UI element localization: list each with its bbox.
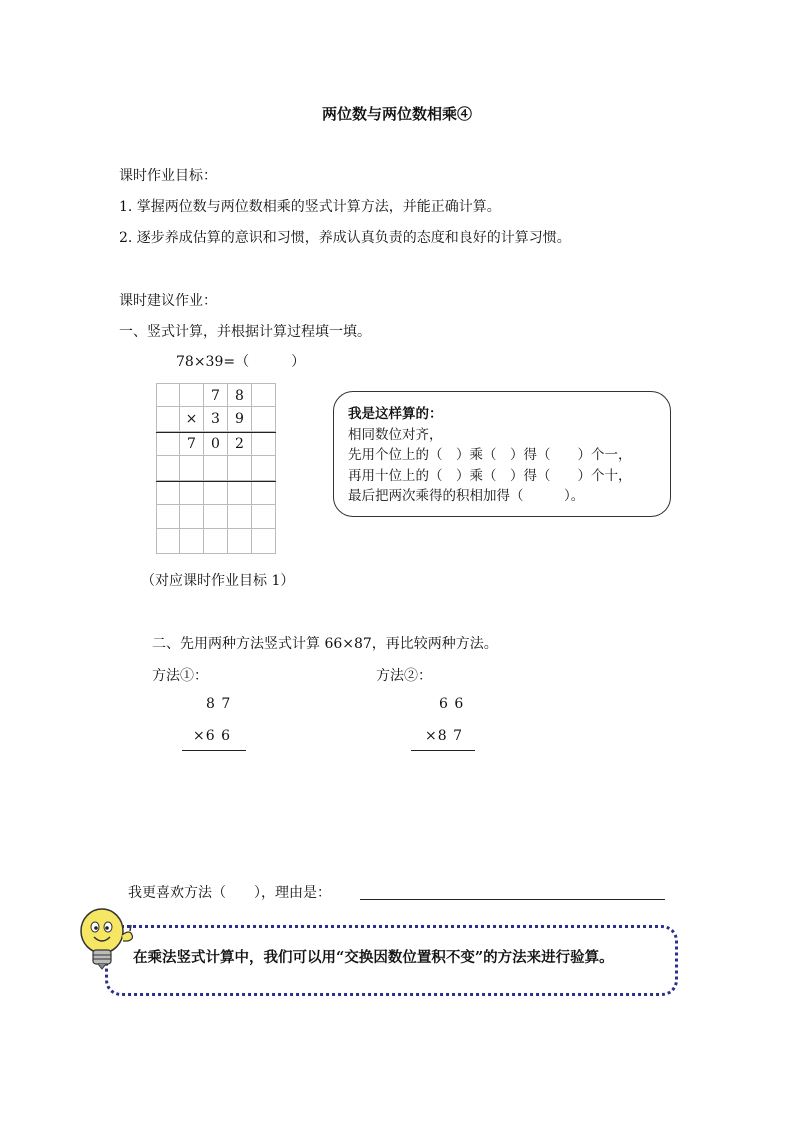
bubble-line: 再用十位上的（ ）乘（ ）得（ ）个十， [348,467,632,484]
grid-cell[interactable] [252,505,276,529]
goal-reference-note: （对应课时作业目标 1） [141,573,295,589]
method-2-label: 方法②： [376,668,432,684]
page-title: 两位数与两位数相乘④ [321,105,472,123]
bubble-heading: 我是这样算的： [348,406,443,422]
grid-cell[interactable] [252,407,276,431]
method-1-multiplicand: 8 7 [206,696,232,712]
grid-cell[interactable] [204,505,228,529]
homework-heading: 课时建议作业： [119,293,217,309]
grid-cell[interactable] [204,481,228,505]
bubble-line: 相同数位对齐， [348,426,443,443]
bubble-line: 最后把两次乘得的积相加得（ ）。 [348,488,585,504]
grid-cell[interactable]: 7 [204,383,228,407]
grid-cell[interactable] [228,481,252,505]
product-divider-line [156,432,276,433]
grid-cell[interactable] [180,505,204,529]
method-2-underline [411,750,475,751]
question-1-expression: 78×39=（ ） [176,354,306,370]
grid-cell[interactable] [180,456,204,480]
sum-divider-line [156,481,276,482]
grid-cell[interactable] [204,529,228,553]
grid-cell[interactable] [156,456,180,480]
lightbulb-mascot-icon [76,905,140,973]
grid-cell[interactable] [228,529,252,553]
grid-cell[interactable]: 3 [204,407,228,431]
method-1-underline [182,750,246,751]
grid-cell[interactable] [180,481,204,505]
grid-cell[interactable]: 7 [180,432,204,456]
grid-cell[interactable] [180,383,204,407]
reason-answer-line[interactable] [360,899,665,900]
question-2-title: 二、先用两种方法竖式计算 66×87，再比较两种方法。 [152,636,498,652]
explanation-bubble [333,391,671,517]
grid-cell[interactable] [156,529,180,553]
grid-cell[interactable] [156,383,180,407]
grid-cell[interactable]: × [180,407,204,431]
preference-prompt: 我更喜欢方法（ ），理由是： [128,885,331,901]
grid-cell[interactable] [156,481,180,505]
grid-cell[interactable]: 9 [228,407,252,431]
goals-heading: 课时作业目标： [119,168,217,184]
method-1-label: 方法①： [152,668,208,684]
grid-cell[interactable] [156,407,180,431]
method-2-multiplicand: 6 6 [439,696,465,712]
goal-item-2: 2. 逐步养成估算的意识和习惯，养成认真负责的态度和良好的计算习惯。 [119,230,571,246]
grid-cell[interactable] [252,383,276,407]
bubble-line: 先用个位上的（ ）乘（ ）得（ ）个一， [348,447,632,463]
calculation-grid [156,383,276,554]
grid-cell[interactable] [228,505,252,529]
grid-cell[interactable] [252,456,276,480]
grid-cell[interactable] [252,481,276,505]
grid-cell[interactable] [180,529,204,553]
grid-cell[interactable] [156,432,180,456]
question-1-title: 一、竖式计算，并根据计算过程填一填。 [119,324,371,340]
goal-item-1: 1. 掌握两位数与两位数相乘的竖式计算方法，并能正确计算。 [119,199,501,215]
tip-text: 在乘法竖式计算中，我们可以用“交换因数位置积不变”的方法来进行验算。 [133,949,614,966]
method-1-multiplier: ×6 6 [193,728,231,744]
grid-cell[interactable]: 8 [228,383,252,407]
grid-cell[interactable] [252,529,276,553]
grid-cell[interactable] [228,456,252,480]
method-2-multiplier: ×8 7 [425,728,463,744]
grid-cell[interactable]: 0 [204,432,228,456]
grid-cell[interactable] [252,432,276,456]
grid-cell[interactable] [156,505,180,529]
grid-cell[interactable] [204,456,228,480]
grid-cell[interactable]: 2 [228,432,252,456]
